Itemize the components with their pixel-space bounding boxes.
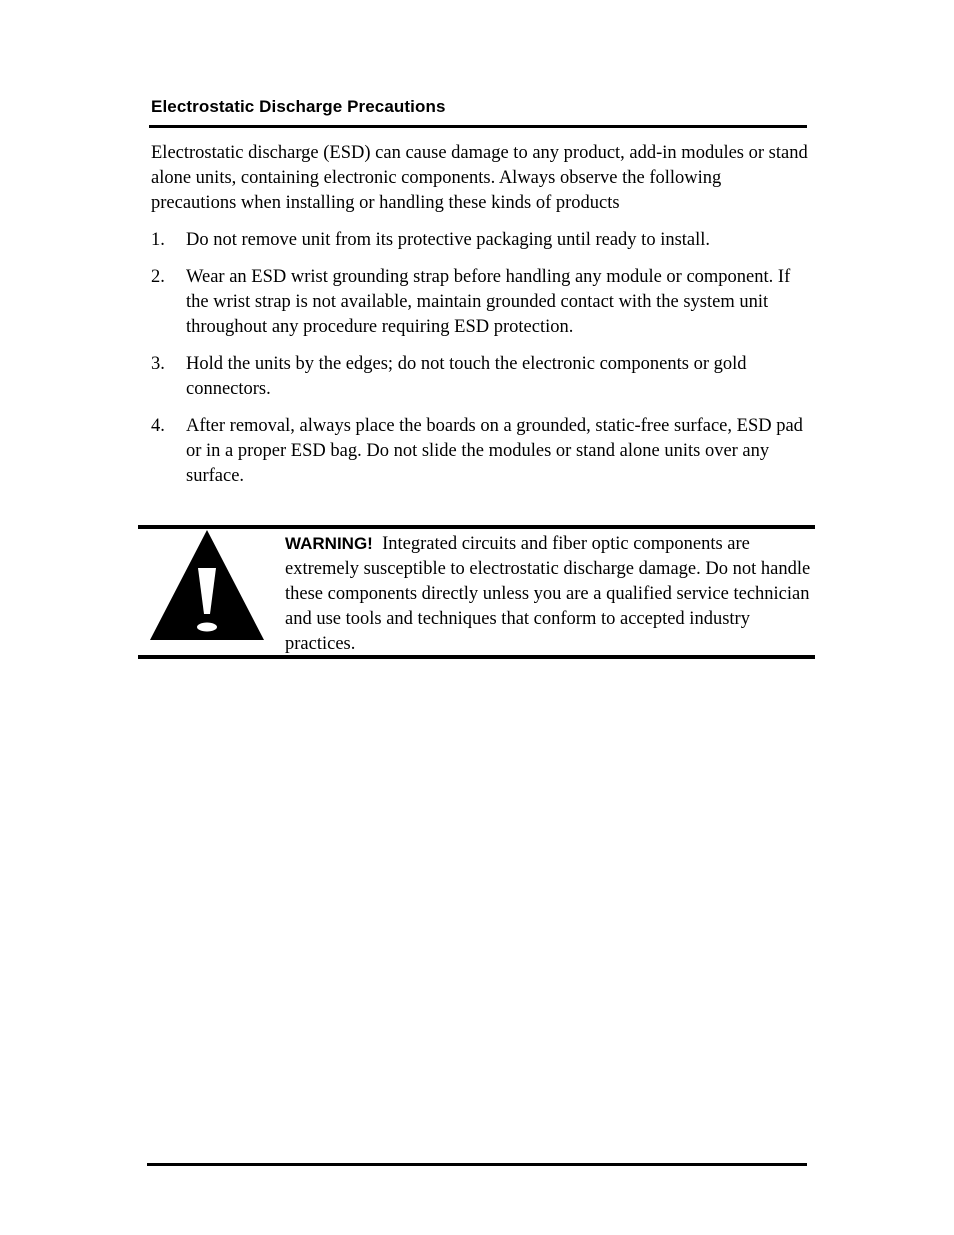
warning-top-rule: [138, 525, 815, 529]
precaution-item-1: [151, 228, 811, 253]
warning-text-block: [285, 531, 811, 657]
body-content: [151, 141, 811, 501]
warning-label: WARNING!: [285, 534, 373, 553]
precaution-item-2: [151, 265, 811, 340]
section-heading: Electrostatic Discharge Precautions: [151, 97, 446, 116]
heading-rule: [149, 125, 807, 128]
precaution-number: 4.: [151, 416, 165, 436]
precaution-text: After removal, always place the boards on a grounded, static-free surface, ESD pad or in a proper ESD bag. Do not slide the modules or stand alone units over any surface.: [186, 416, 803, 486]
precaution-text: Wear an ESD wrist grounding strap before handling any module or component. If the wrist strap is not available, maintain grounded contact with the system unit throughout any procedure requiring ESD protection.: [186, 267, 791, 337]
precaution-number: 2.: [151, 267, 165, 287]
footer-rule: [147, 1163, 807, 1166]
precaution-text: Hold the units by the edges; do not touch the electronic components or gold connectors.: [186, 354, 747, 399]
precaution-number: 3.: [151, 354, 165, 374]
exclamation-dot: [197, 623, 217, 632]
warning-message: Integrated circuits and fiber optic components are extremely susceptible to electrostatic discharge damage. Do not handle these components directly unless you are a qualified service technician and use tools and techniques that conform to accepted industry practices.: [285, 534, 811, 654]
precaution-item-4: [151, 414, 811, 489]
precaution-text: Do not remove unit from its protective packaging until ready to install.: [186, 230, 711, 250]
precaution-number: 1.: [151, 230, 165, 250]
intro-paragraph: Electrostatic discharge (ESD) can cause damage to any product, add-in modules or stand alone units, containing electronic components. Always observe the following precautions when installing or handling these kinds of products: [151, 143, 808, 213]
precaution-list: [151, 228, 811, 489]
precaution-item-3: [151, 352, 811, 402]
warning-triangle-icon: [150, 530, 264, 640]
warning-bottom-rule: [138, 655, 815, 659]
